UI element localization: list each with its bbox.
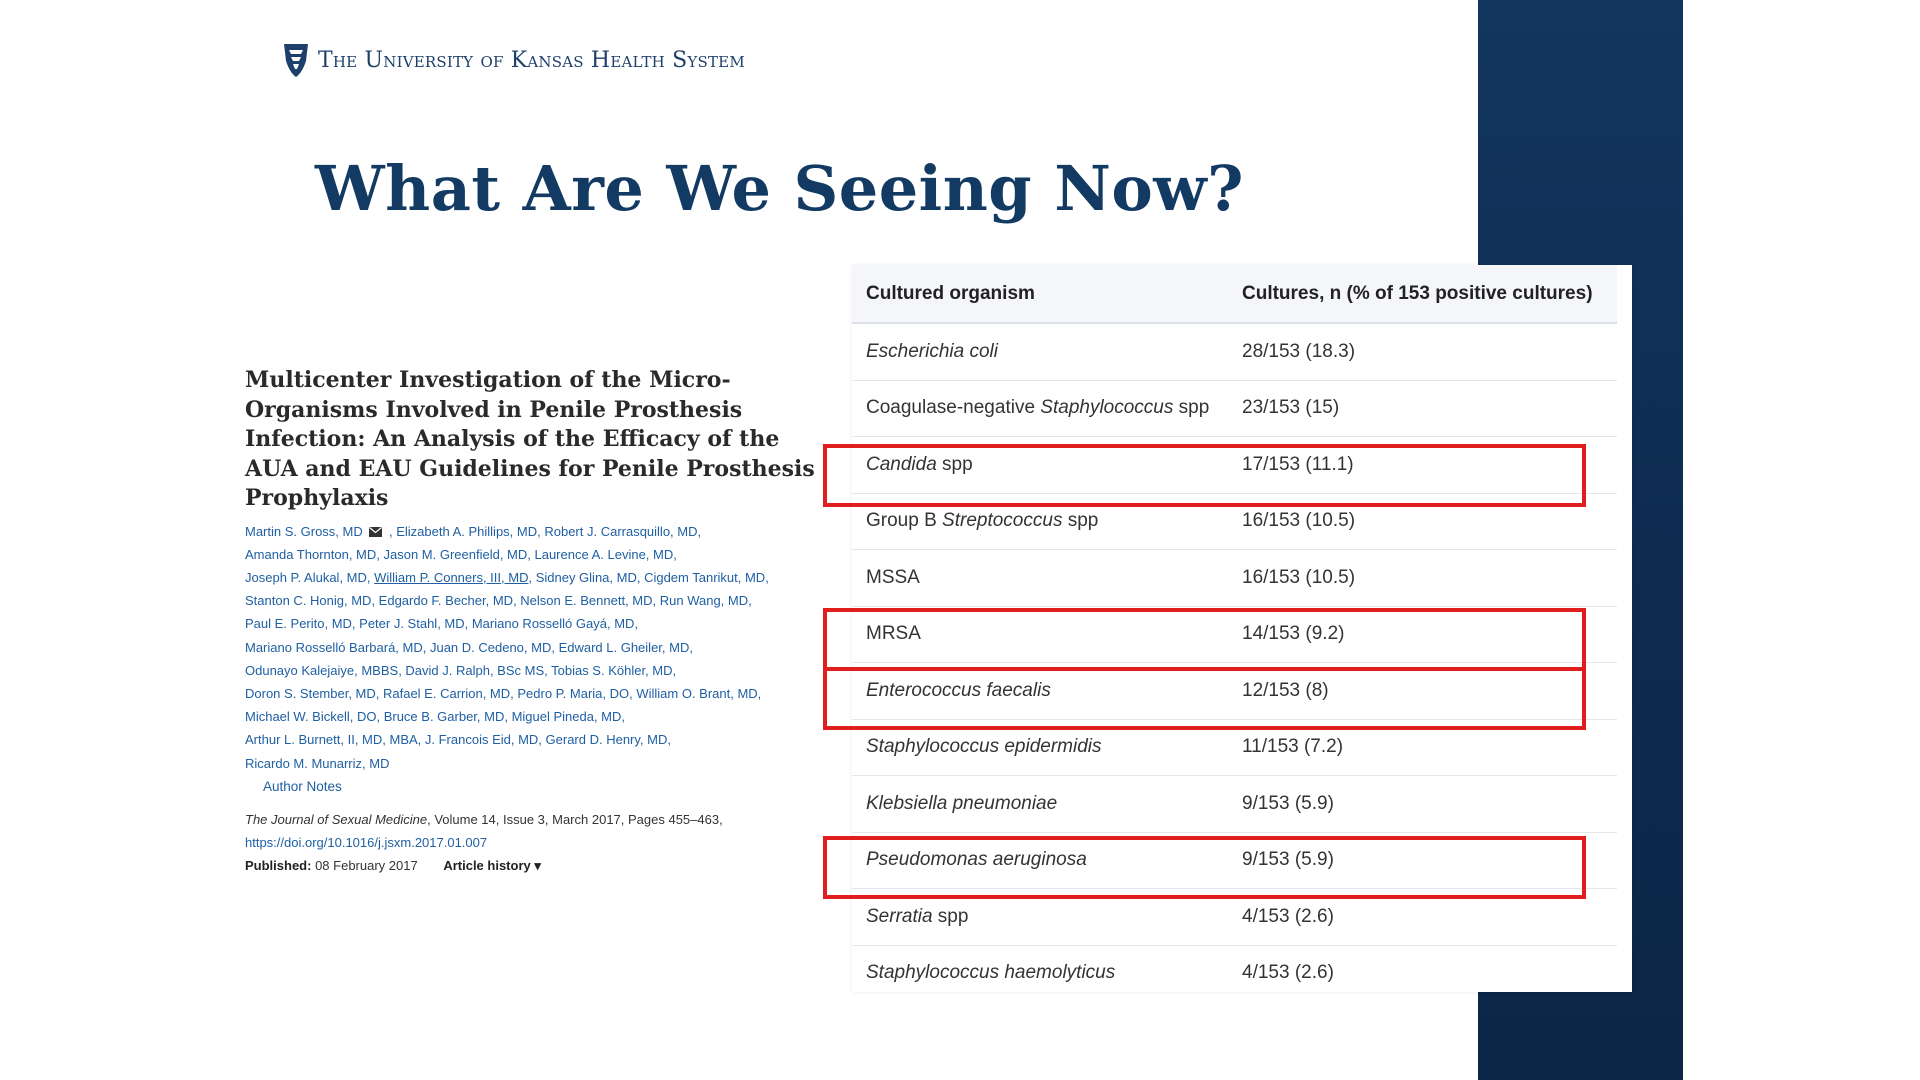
organism-name-italic: Pseudomonas aeruginosa <box>866 849 1087 871</box>
organism-name-pre: MRSA <box>866 623 921 645</box>
journal-citation <box>245 808 825 831</box>
table-row <box>852 550 1617 607</box>
journal-name: The Journal of Sexual Medicine <box>245 811 428 827</box>
organism-name-post: spp <box>1173 397 1210 419</box>
envelope-icon[interactable] <box>369 527 382 537</box>
doi-link[interactable]: https://doi.org/10.1016/j.jsxm.2017.01.007 <box>245 834 488 850</box>
organism-cell <box>852 776 1228 833</box>
organism-name-italic: Serratia <box>866 905 933 927</box>
author-line[interactable]: Ricardo M. Munarriz, MD <box>245 755 390 771</box>
author-line[interactable]: Amanda Thornton, MD, Jason M. Greenfield, MD, Laurence A. Levine, MD, <box>245 546 677 562</box>
highlight-box-enterococcus <box>823 667 1586 730</box>
table-row <box>852 380 1617 437</box>
culture-count-cell: 12/153 (8) <box>1228 663 1617 720</box>
organism-name-italic: Escherichia coli <box>866 340 998 362</box>
culture-count-cell: 11/153 (7.2) <box>1228 719 1617 776</box>
author-notes-link[interactable]: Author Notes <box>263 778 342 794</box>
culture-count-cell: 4/153 (2.6) <box>1228 889 1617 946</box>
table-row <box>852 776 1617 833</box>
organism-name-italic: Klebsiella pneumoniae <box>866 792 1058 814</box>
organism-name-italic: Staphylococcus haemolyticus <box>866 962 1116 984</box>
author-line[interactable]: Paul E. Perito, MD, Peter J. Stahl, MD, Mariano Rosselló Gayá, MD, <box>245 616 639 632</box>
culture-count-cell: 14/153 (9.2) <box>1228 606 1617 663</box>
organism-name-pre: Coagulase-negative <box>866 397 1041 419</box>
culture-count-cell: 16/153 (10.5) <box>1228 550 1617 607</box>
institution-name: The University of Kansas Health System <box>318 47 745 73</box>
organism-name-italic: Candida <box>866 453 937 475</box>
table-row <box>852 323 1617 380</box>
author-link[interactable]: , Elizabeth A. Phillips, MD, Robert J. Carrasquillo, MD, <box>389 523 702 539</box>
organism-name-pre: Group B <box>866 510 943 532</box>
column-header-organism: Cultured organism <box>852 265 1228 323</box>
published-info <box>245 854 825 877</box>
author-line[interactable]: Michael W. Bickell, DO, Bruce B. Garber, MD, Miguel Pineda, MD, <box>245 709 626 725</box>
article-citation <box>245 366 825 877</box>
organism-name-italic: Staphylococcus epidermidis <box>866 736 1102 758</box>
author-line <box>245 520 825 543</box>
highlight-box-pseudomonas <box>823 836 1586 899</box>
organism-name-post: spp <box>936 453 973 475</box>
author-link[interactable]: Joseph P. Alukal, MD, <box>245 569 375 585</box>
highlight-box-mrsa <box>823 608 1586 671</box>
author-line[interactable]: Odunayo Kalejaiye, MBBS, David J. Ralph, BSc MS, Tobias S. Köhler, MD, <box>245 662 677 678</box>
organism-name-italic: Staphylococcus <box>1040 397 1174 419</box>
published-label: Published: <box>245 857 312 873</box>
culture-count-cell: 4/153 (2.6) <box>1228 945 1617 992</box>
slide-title: What Are We Seeing Now? <box>315 152 1244 225</box>
table-header-row <box>852 265 1617 323</box>
culture-count-cell: 23/153 (15) <box>1228 380 1617 437</box>
author-line[interactable]: Doron S. Stember, MD, Rafael E. Carrion, MD, Pedro P. Maria, DO, William O. Brant, MD, <box>245 685 762 701</box>
organism-name-post: spp <box>1062 510 1099 532</box>
author-link[interactable]: , Sidney Glina, MD, Cigdem Tanrikut, MD, <box>528 569 769 585</box>
organism-name-italic: Streptococcus <box>942 510 1063 532</box>
culture-count-cell: 9/153 (5.9) <box>1228 832 1617 889</box>
organism-cell <box>852 945 1228 992</box>
culture-count-cell: 9/153 (5.9) <box>1228 776 1617 833</box>
author-list <box>245 520 825 798</box>
author-link[interactable]: Martin S. Gross, MD <box>245 523 363 539</box>
organism-cell <box>852 323 1228 380</box>
author-link-underlined[interactable]: William P. Conners, III, MD <box>374 569 529 585</box>
highlight-box-candida <box>823 444 1586 507</box>
article-history-toggle[interactable]: Article history ▾ <box>443 857 541 873</box>
author-line <box>245 566 825 589</box>
author-line[interactable]: Arthur L. Burnett, II, MD, MBA, J. Francois Eid, MD, Gerard D. Henry, MD, <box>245 732 671 748</box>
table-row <box>852 945 1617 992</box>
organism-name-post: spp <box>932 905 969 927</box>
column-header-cultures: Cultures, n (% of 153 positive cultures) <box>1228 265 1617 323</box>
author-line[interactable]: Stanton C. Honig, MD, Edgardo F. Becher, MD, Nelson E. Bennett, MD, Run Wang, MD, <box>245 593 752 609</box>
article-title: Multicenter Investigation of the Micro-Organisms Involved in Penile Prosthesis Infection: An Analysis of the Efficacy of the AUA and EAU Guidelines for Penile Prosthesis Prophylaxis <box>245 367 815 511</box>
culture-count-cell: 16/153 (10.5) <box>1228 493 1617 550</box>
author-line[interactable]: Mariano Rosselló Barbará, MD, Juan D. Cedeno, MD, Edward L. Gheiler, MD, <box>245 639 693 655</box>
organism-name-italic: Enterococcus faecalis <box>866 679 1051 701</box>
organism-cell <box>852 550 1228 607</box>
journal-details: , Volume 14, Issue 3, March 2017, Pages 455–463, <box>427 811 723 827</box>
published-date: 08 February 2017 <box>315 857 418 873</box>
culture-count-cell: 17/153 (11.1) <box>1228 437 1617 494</box>
organism-cell <box>852 380 1228 437</box>
jayhawk-shield-icon <box>282 41 310 79</box>
culture-count-cell: 28/153 (18.3) <box>1228 323 1617 380</box>
institution-logo <box>282 40 745 80</box>
organism-name-pre: MSSA <box>866 566 920 588</box>
